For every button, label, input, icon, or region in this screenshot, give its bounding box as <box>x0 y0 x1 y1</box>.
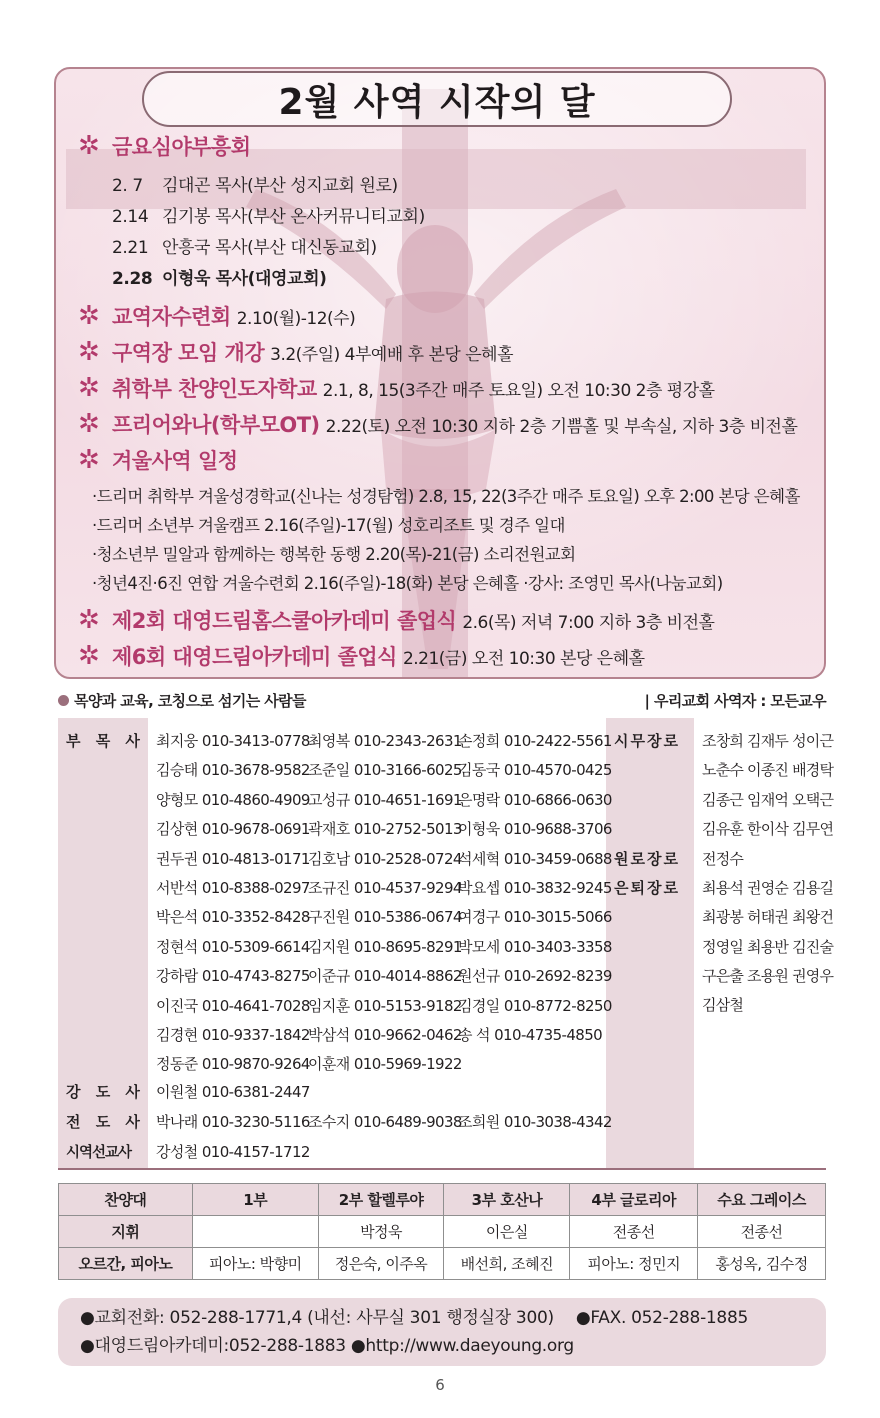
choir-table <box>58 1183 826 1280</box>
asterisk-icon: ✲ <box>78 131 100 161</box>
choir-row-label: 오르간, 피아노 <box>59 1248 193 1280</box>
evangelist-entry: 박나래 010-3230-5116 <box>156 1113 310 1131</box>
section-detail: 3.2(주일) 4부예배 후 본당 은혜홀 <box>270 345 513 365</box>
staff-heading-left <box>58 690 306 711</box>
section-retreat <box>78 301 355 331</box>
academy-phone: ●대영드림아카데미:052-288-1883 <box>80 1336 346 1356</box>
section-detail: 2.22(토) 오전 10:30 지하 2층 기쁨홀 및 부속실, 지하 3층 비전홀 <box>325 417 798 437</box>
role-evangelist: 전 도 사 <box>66 1113 145 1131</box>
choir-cell: 정은숙, 이주옥 <box>318 1248 444 1280</box>
evangelist-entry: 조희원 010-3038-4342 <box>458 1113 612 1131</box>
associate-pastor-entry: 김호남 010-2528-0724 <box>308 849 462 868</box>
choir-header: 4부 글로리아 <box>570 1184 698 1216</box>
associate-pastor-entry: 권두권 010-4813-0171 <box>156 849 310 868</box>
contact-info <box>58 1298 826 1366</box>
staff-heading <box>58 690 826 712</box>
elder-names: 최용석 권영순 김용길 <box>702 879 834 897</box>
associate-pastor-entry: 여경구 010-3015-5066 <box>458 908 612 927</box>
associate-pastor-entry: 최영복 010-2343-2631 <box>308 732 462 750</box>
choir-header: 수요 그레이스 <box>698 1184 826 1216</box>
elder-names: 노춘수 이종진 배경탁 <box>702 761 834 779</box>
asterisk-icon: ✲ <box>78 605 100 635</box>
section-title: 제6회 대영드림아카데미 졸업식 <box>112 645 397 669</box>
choir-row-conductor <box>59 1216 826 1248</box>
choir-header: 2부 할렐루야 <box>318 1184 444 1216</box>
section-title: 프리어와나(학부모OT) <box>112 413 320 437</box>
revival-date: 2.28 <box>112 269 153 289</box>
associate-pastor-entry: 정현석 010-5309-6614 <box>156 937 310 956</box>
revival-item <box>112 264 326 289</box>
associate-pastor-entry: 이훈재 010-5969-1922 <box>308 1055 462 1074</box>
section-title: 교역자수련회 <box>112 305 231 329</box>
asterisk-icon: ✲ <box>78 337 100 367</box>
section-detail: 2.10(월)-12(수) <box>236 309 356 329</box>
bullet-icon <box>58 695 69 706</box>
contact-line <box>80 1332 804 1360</box>
revival-item <box>112 171 398 196</box>
winter-item: ·청소년부 밀알과 함께하는 행복한 동행 2.20(목)-21(금) 소리전원교회 <box>92 545 576 564</box>
asterisk-icon: ✲ <box>78 373 100 403</box>
choir-cell: 전종선 <box>698 1216 826 1248</box>
choir-cell: 박정욱 <box>318 1216 444 1248</box>
associate-pastor-entry: 서반석 010-8388-0297 <box>156 879 310 897</box>
revival-item <box>112 202 425 227</box>
elder-names: 최광봉 허태권 최왕건 <box>702 908 834 926</box>
revival-date: 2.21 <box>112 238 149 258</box>
associate-pastor-entry: 은명락 010-6866-0630 <box>458 790 612 809</box>
elder-names: 정영일 최용반 김진술 <box>702 938 834 956</box>
choir-cell: 피아노: 박향미 <box>192 1248 318 1280</box>
section-title: 구역장 모임 개강 <box>112 341 265 365</box>
role-associate: 부 목 사 <box>66 732 145 750</box>
associate-pastor-entry: 정동준 010-9870-9264 <box>156 1055 310 1074</box>
section-worship-school <box>78 373 715 403</box>
associate-pastor-entry: 이준규 010-4014-8862 <box>308 967 462 986</box>
role-preacher: 강 도 사 <box>66 1083 145 1101</box>
choir-cell <box>192 1216 318 1248</box>
associate-pastor-entry: 최지웅 010-3413-0778 <box>156 732 310 750</box>
preacher-entry: 이원철 010-6381-2447 <box>156 1083 310 1101</box>
asterisk-icon: ✲ <box>78 641 100 671</box>
elder-role-column <box>606 718 694 1168</box>
role-emeritus-elder: 원로장로 <box>614 850 680 868</box>
section-winter <box>78 445 238 475</box>
elder-names: 김종근 임재억 오택근 <box>702 791 834 809</box>
associate-pastor-entry: 김동국 010-4570-0425 <box>458 761 612 780</box>
section-title: 겨울사역 일정 <box>112 449 238 473</box>
choir-cell: 피아노: 정민지 <box>570 1248 698 1280</box>
choir-header: 3부 호산나 <box>444 1184 570 1216</box>
section-parents-ot <box>78 409 797 439</box>
asterisk-icon: ✲ <box>78 301 100 331</box>
section-revival <box>78 131 251 161</box>
elder-names: 구은출 조용원 권영우 <box>702 967 834 985</box>
choir-header: 찬양대 <box>59 1184 193 1216</box>
elder-names: 김삼철 <box>702 996 744 1014</box>
choir-cell: 배선희, 조혜진 <box>444 1248 570 1280</box>
associate-pastor-entry: 곽재호 010-2752-5013 <box>308 820 462 839</box>
page-title: 2월 사역 시작의 달 <box>278 81 596 123</box>
revival-speaker: 김대곤 목사(부산 성지교회 원로) <box>162 176 398 196</box>
choir-cell: 이은실 <box>444 1216 570 1248</box>
associate-pastor-entry: 김경일 010-8772-8250 <box>458 996 612 1015</box>
section-leaders <box>78 337 513 367</box>
staff-heading-right: | 우리교회 사역자 : 모든교우 <box>644 692 826 710</box>
role-retired-elder: 은퇴장로 <box>614 879 680 897</box>
revival-date: 2. 7 <box>112 176 143 196</box>
section-title: 취학부 찬양인도자학교 <box>112 377 317 401</box>
revival-date: 2.14 <box>112 207 149 227</box>
elder-names: 전정수 <box>702 850 744 868</box>
associate-pastor-entry: 손정희 010-2422-5561 <box>458 732 612 750</box>
choir-cell: 전종선 <box>570 1216 698 1248</box>
associate-pastor-entry: 임지훈 010-5153-9182 <box>308 996 462 1015</box>
church-phone: ●교회전화: 052-288-1771,4 (내선: 사무실 301 행정실장 300) <box>80 1308 554 1328</box>
section-detail: 2.21(금) 오전 10:30 본당 은혜홀 <box>402 649 645 669</box>
associate-pastor-entry: 조준일 010-3166-6025 <box>308 761 462 780</box>
revival-item <box>112 233 377 258</box>
fax-number: ●FAX. 052-288-1885 <box>575 1308 748 1328</box>
associate-pastor-entry: 이진국 010-4641-7028 <box>156 996 310 1015</box>
section-graduation-homeschool <box>78 605 714 635</box>
associate-pastor-entry: 양형모 010-4860-4909 <box>156 790 310 809</box>
section-title: 제2회 대영드림홈스쿨아카데미 졸업식 <box>112 609 457 633</box>
asterisk-icon: ✲ <box>78 445 100 475</box>
winter-item: ·청년4진·6진 연합 겨울수련회 2.16(주일)-18(화) 본당 은혜홀 ·강사: 조영민 목사(나눔교회) <box>92 574 723 593</box>
winter-item: ·드리머 소년부 겨울캠프 2.16(주일)-17(월) 성호리조트 및 경주 일대 <box>92 516 565 535</box>
associate-pastor-entry: 김경현 010-9337-1842 <box>156 1026 310 1044</box>
section-graduation-academy <box>78 641 645 671</box>
elder-names: 김유훈 한이삭 김무연 <box>702 820 834 838</box>
associate-pastor-entry: 이형욱 010-9688-3706 <box>458 820 612 839</box>
choir-row-label: 지휘 <box>59 1216 193 1248</box>
choir-header: 1부 <box>192 1184 318 1216</box>
page-number: 6 <box>435 1376 445 1394</box>
associate-pastor-entry: 박은석 010-3352-8428 <box>156 908 310 927</box>
associate-pastor-entry: 조규진 010-4537-9294 <box>308 879 462 897</box>
associate-pastor-entry: 김상현 010-9678-0691 <box>156 820 310 839</box>
contact-line <box>80 1304 804 1332</box>
role-active-elder: 시무장로 <box>614 732 680 750</box>
associate-pastor-entry: 구진원 010-5386-0674 <box>308 908 462 927</box>
associate-pastor-entry: 강하람 010-4743-8275 <box>156 967 310 986</box>
staff-directory <box>58 718 834 1170</box>
associate-pastor-entry: 김승태 010-3678-9582 <box>156 761 310 780</box>
elder-names: 조창희 김재두 성이근 <box>702 732 834 750</box>
associate-pastor-entry: 석세혁 010-3459-0688 <box>458 849 612 868</box>
evangelist-entry: 조수지 010-6489-9038 <box>308 1113 462 1131</box>
role-missionary: 시역선교사 <box>66 1145 132 1161</box>
revival-speaker: 안흥국 목사(부산 대신동교회) <box>162 238 377 258</box>
choir-cell: 홍성옥, 김수정 <box>698 1248 826 1280</box>
section-detail: 2.6(목) 저녁 7:00 지하 3층 비전홀 <box>462 613 715 633</box>
winter-item: ·드리머 취학부 겨울성경학교(신나는 성경탐험) 2.8, 15, 22(3주간 매주 토요일) 오후 2:00 본당 은혜홀 <box>92 487 800 506</box>
title-banner <box>142 71 732 127</box>
associate-pastor-entry: 박모세 010-3403-3358 <box>458 937 612 956</box>
missionary-entry: 강성철 010-4157-1712 <box>156 1143 310 1161</box>
website-link[interactable]: ●http://www.daeyoung.org <box>350 1336 574 1356</box>
choir-row-accompanist <box>59 1248 826 1280</box>
associate-pastor-entry: 박요셉 010-3832-9245 <box>458 879 612 897</box>
associate-pastor-entry: 박삼석 010-9662-0462 <box>308 1026 462 1044</box>
asterisk-icon: ✲ <box>78 409 100 439</box>
associate-pastor-entry: 송 석 010-4735-4850 <box>458 1026 603 1044</box>
section-detail: 2.1, 8, 15(3주간 매주 토요일) 오전 10:30 2층 평강홀 <box>322 381 715 401</box>
section-title: 금요심야부흥회 <box>112 135 251 159</box>
revival-speaker: 김기봉 목사(부산 온사커뮤니티교회) <box>162 207 425 227</box>
associate-pastor-entry: 김지원 010-8695-8291 <box>308 937 462 956</box>
staff-heading-text: 목양과 교육, 코칭으로 섬기는 사람들 <box>74 692 306 710</box>
revival-speaker: 이형욱 목사(대영교회) <box>162 269 327 289</box>
choir-header-row <box>59 1184 826 1216</box>
associate-pastor-entry: 고성규 010-4651-1691 <box>308 790 462 809</box>
associate-pastor-entry: 원선규 010-2692-8239 <box>458 967 612 986</box>
events-panel <box>54 67 826 679</box>
